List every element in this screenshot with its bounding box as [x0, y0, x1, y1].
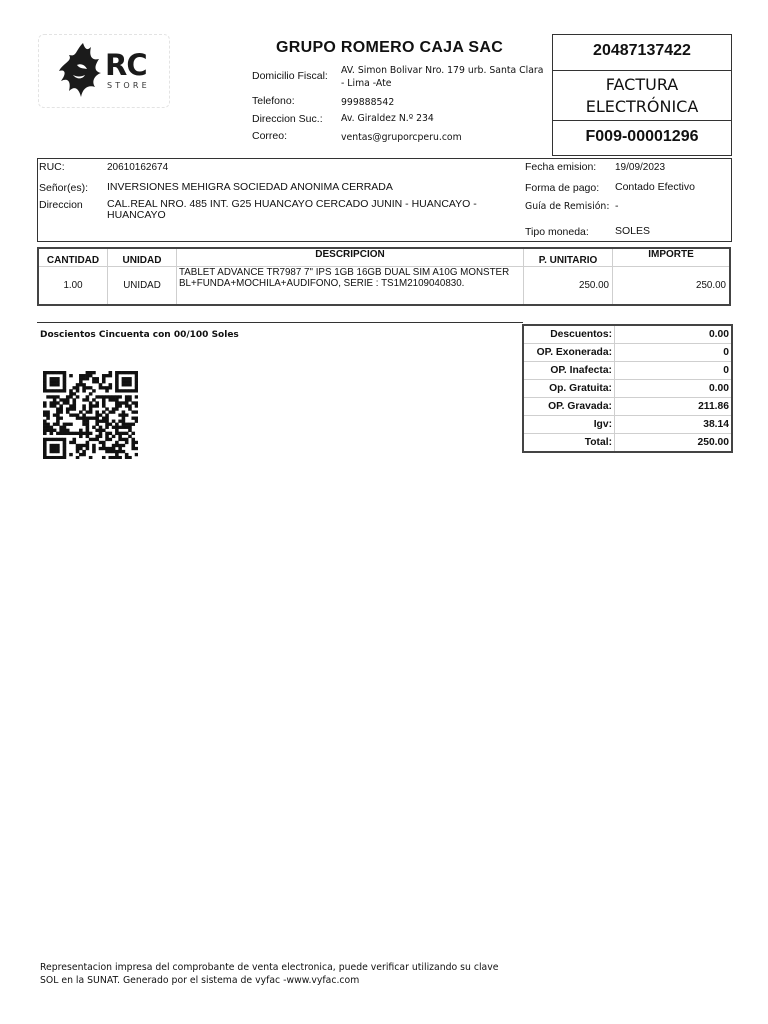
company-logo	[38, 34, 170, 108]
totals-row	[523, 434, 732, 453]
company-name: GRUPO ROMERO CAJA SAC	[276, 39, 504, 56]
table-row	[38, 267, 730, 306]
divider	[553, 70, 731, 71]
email-label: Correo:	[252, 130, 288, 142]
issue-date-value: 19/09/2023	[615, 162, 666, 173]
client-ruc-value: 20610162674	[107, 162, 169, 173]
total-label-total: Total:	[523, 434, 615, 453]
fiscal-address-value: AV. Simon Bolivar Nro. 179 urb. Santa Clara - Lima -Ate	[341, 65, 544, 89]
shipping-guide-label: Guía de Remisión:	[525, 201, 610, 212]
branch-address-value: Av. Giraldez N.º 234	[341, 113, 434, 124]
cell-importe: 250.00	[613, 267, 731, 306]
client-address-value: CAL.REAL NRO. 485 INT. G25 HUANCAYO CERCADO JUNIN - HUANCAYO - HUANCAYO	[107, 198, 477, 221]
cell-descripcion: TABLET ADVANCE TR7987 7" IPS 1GB 16GB DUAL SIM A10G MONSTER BL+FUNDA+MOCHILA+AUDIFONO, SERIE : TS1M2109040830.	[177, 267, 524, 306]
total-label-descuentos: Descuentos:	[523, 325, 615, 344]
cell-unidad: UNIDAD	[108, 267, 177, 306]
total-label-gratuita: Op. Gratuita:	[523, 380, 615, 398]
total-label-inafecta: OP. Inafecta:	[523, 362, 615, 380]
client-name-value: INVERSIONES MEHIGRA SOCIEDAD ANONIMA CERRADA	[107, 181, 393, 193]
document-type-line2: ELECTRÓNICA	[585, 97, 699, 116]
logo-sub-text: STORE	[107, 81, 150, 90]
total-value-inafecta: 0	[615, 362, 733, 380]
phone-label: Telefono:	[252, 95, 295, 107]
total-value-igv: 38.14	[615, 416, 733, 434]
col-header-unidad: UNIDAD	[108, 248, 177, 267]
totals-row	[523, 344, 732, 362]
total-value-total: 250.00	[615, 434, 733, 453]
total-value-gravada: 211.86	[615, 398, 733, 416]
payment-method-label: Forma de pago:	[525, 182, 600, 194]
fiscal-address-label: Domicilio Fiscal:	[252, 70, 328, 82]
amount-in-words: Doscientos Cincuenta con 00/100 Soles	[40, 330, 239, 340]
document-type	[553, 74, 731, 118]
totals-table	[522, 324, 733, 453]
items-header-row	[38, 248, 730, 267]
total-label-exonerada: OP. Exonerada:	[523, 344, 615, 362]
col-header-cantidad: CANTIDAD	[38, 248, 108, 267]
divider	[37, 322, 523, 323]
cell-cantidad: 1.00	[38, 267, 108, 306]
client-name-label: Señor(es):	[39, 182, 89, 194]
issue-date-label: Fecha emision:	[525, 161, 597, 173]
totals-row	[523, 416, 732, 434]
totals-row	[523, 380, 732, 398]
email-value: ventas@gruporcperu.com	[341, 132, 462, 143]
phone-value: 999888542	[341, 97, 395, 108]
issuer-ruc: 20487137422	[593, 42, 691, 59]
total-value-descuentos: 0.00	[615, 325, 733, 344]
col-header-descripcion: DESCRIPCION	[177, 248, 524, 267]
document-type-line1: FACTURA	[605, 75, 679, 94]
currency-label: Tipo moneda:	[525, 226, 589, 238]
qr-code-icon	[43, 371, 138, 459]
totals-row	[523, 362, 732, 380]
footer-line-1: Representacion impresa del comprobante de venta electronica, puede verificar utilizando su clave	[40, 962, 499, 973]
footer-note	[40, 961, 510, 987]
col-header-precio: P. UNITARIO	[524, 248, 613, 267]
total-label-gravada: OP. Gravada:	[523, 398, 615, 416]
total-label-igv: Igv:	[523, 416, 615, 434]
totals-row	[523, 325, 732, 344]
footer-line-2: SOL en la SUNAT. Generado por el sistema de vyfac -www.vyfac.com	[40, 975, 360, 986]
logo-brand-text: RC	[105, 48, 147, 82]
document-serie: F009-00001296	[585, 128, 699, 145]
document-id-box	[552, 34, 732, 156]
payment-method-value: Contado Efectivo	[615, 181, 695, 193]
client-ruc-label: RUC:	[39, 161, 65, 173]
col-header-importe: IMPORTE	[613, 248, 731, 267]
client-address-label: Direccion	[39, 199, 83, 211]
branch-address-label: Direccion Suc.:	[252, 113, 323, 125]
shipping-guide-value: -	[615, 200, 619, 212]
items-table	[37, 247, 731, 306]
totals-row	[523, 398, 732, 416]
total-value-exonerada: 0	[615, 344, 733, 362]
dragon-logo-icon	[55, 41, 105, 99]
divider	[553, 120, 731, 121]
currency-value: SOLES	[615, 225, 651, 237]
cell-precio: 250.00	[524, 267, 613, 306]
total-value-gratuita: 0.00	[615, 380, 733, 398]
